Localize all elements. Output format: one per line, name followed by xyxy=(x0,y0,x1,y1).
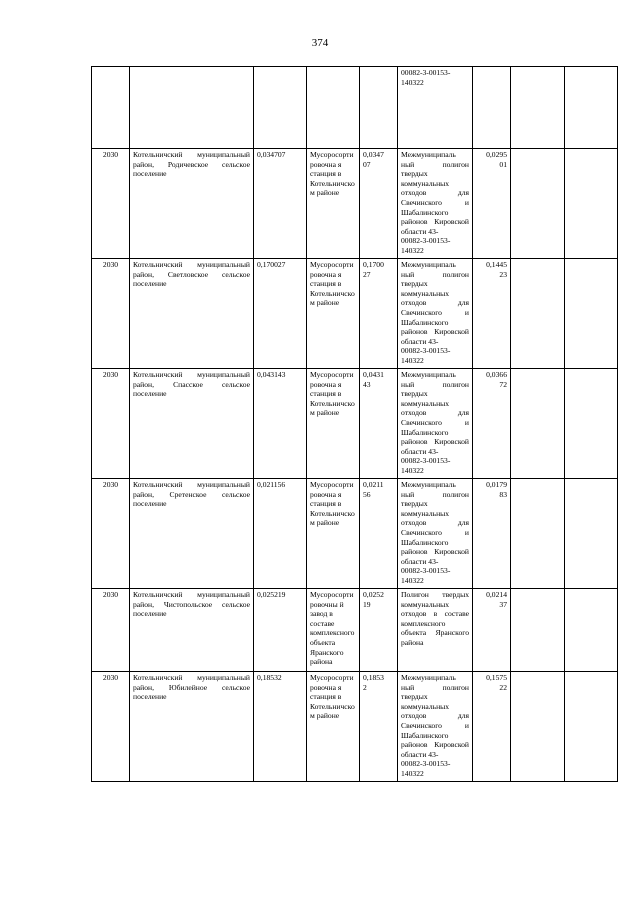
cell-settlement xyxy=(130,67,254,149)
cell-volume3: 0,0179 83 xyxy=(473,479,511,589)
cell-empty-2 xyxy=(565,479,618,589)
cell-empty-1 xyxy=(511,149,565,259)
cell-volume: 0,043143 xyxy=(254,369,307,479)
cell-volume: 0,021156 xyxy=(254,479,307,589)
cell-volume2: 0,0347 07 xyxy=(360,149,398,259)
cell-empty-2 xyxy=(565,369,618,479)
cell-facility: Мусоросортировочна я станция в Котельничском районе xyxy=(307,672,360,782)
cell-empty-1 xyxy=(511,67,565,149)
cell-empty-2 xyxy=(565,672,618,782)
cell-settlement: Котельничский муниципальный район, Спасское сельское поселение xyxy=(130,369,254,479)
cell-volume3: 0,0295 01 xyxy=(473,149,511,259)
cell-empty-2 xyxy=(565,589,618,672)
cell-destination: Межмуниципаль ный полигон твердых коммунальных отходов для Свечинского и Шабалинского районов Кировской области 43- 00082-3-00153- 140322 xyxy=(398,149,473,259)
cell-empty-2 xyxy=(565,149,618,259)
cell-volume: 0,18532 xyxy=(254,672,307,782)
cell-facility: Мусоросортировочна я станция в Котельничском районе xyxy=(307,479,360,589)
cell-volume3: 0,1575 22 xyxy=(473,672,511,782)
cell-volume3: 0,0214 37 xyxy=(473,589,511,672)
cell-settlement: Котельничский муниципальный район, Родичевское сельское поселение xyxy=(130,149,254,259)
cell-volume2: 0,0211 56 xyxy=(360,479,398,589)
cell-volume3: 0,1445 23 xyxy=(473,259,511,369)
page-number: 374 xyxy=(311,37,329,49)
cell-year: 2030 xyxy=(92,479,130,589)
cell-facility: Мусоросортировочны й завод в составе комплексного объекта Яранского района xyxy=(307,589,360,672)
cell-empty-2 xyxy=(565,259,618,369)
table-row xyxy=(92,259,618,369)
cell-year: 2030 xyxy=(92,369,130,479)
cell-empty-1 xyxy=(511,589,565,672)
cell-settlement: Котельничский муниципальный район, Чистопольское сельское поселение xyxy=(130,589,254,672)
cell-volume: 0,034707 xyxy=(254,149,307,259)
cell-destination: 00082-3-00153- 140322 xyxy=(398,67,473,149)
cell-volume2: 0,1700 27 xyxy=(360,259,398,369)
cell-settlement: Котельничский муниципальный район, Светловское сельское поселение xyxy=(130,259,254,369)
cell-volume3: 0,0366 72 xyxy=(473,369,511,479)
table-row xyxy=(92,149,618,259)
cell-volume: 0,170027 xyxy=(254,259,307,369)
table-row xyxy=(92,672,618,782)
cell-settlement: Котельничский муниципальный район, Юбилейное сельское поселение xyxy=(130,672,254,782)
cell-volume2: 0,0431 43 xyxy=(360,369,398,479)
cell-destination: Полигон твердых коммунальных отходов в составе комплексного объекта Яранского района xyxy=(398,589,473,672)
cell-volume2: 0,1853 2 xyxy=(360,672,398,782)
table-row xyxy=(92,369,618,479)
cell-year: 2030 xyxy=(92,149,130,259)
cell-destination: Межмуниципаль ный полигон твердых коммунальных отходов для Свечинского и Шабалинского районов Кировской области 43- 00082-3-00153- 140322 xyxy=(398,259,473,369)
cell-volume2: 0,0252 19 xyxy=(360,589,398,672)
cell-volume xyxy=(254,67,307,149)
cell-empty-1 xyxy=(511,259,565,369)
cell-destination: Межмуниципаль ный полигон твердых коммунальных отходов для Свечинского и Шабалинского районов Кировской области 43- 00082-3-00153- 140322 xyxy=(398,672,473,782)
cell-empty-1 xyxy=(511,479,565,589)
table-row xyxy=(92,479,618,589)
table-row-continued xyxy=(92,67,618,149)
table-row xyxy=(92,589,618,672)
cell-volume: 0,025219 xyxy=(254,589,307,672)
cell-facility: Мусоросортировочна я станция в Котельничском районе xyxy=(307,259,360,369)
cell-year: 2030 xyxy=(92,589,130,672)
cell-facility xyxy=(307,67,360,149)
cell-empty-1 xyxy=(511,672,565,782)
cell-settlement: Котельничский муниципальный район, Сретенское сельское поселение xyxy=(130,479,254,589)
cell-year: 2030 xyxy=(92,672,130,782)
cell-empty-1 xyxy=(511,369,565,479)
cell-volume3 xyxy=(473,67,511,149)
cell-facility: Мусоросортировочна я станция в Котельничском районе xyxy=(307,369,360,479)
cell-destination: Межмуниципаль ный полигон твердых коммунальных отходов для Свечинского и Шабалинского районов Кировской области 43- 00082-3-00153- 140322 xyxy=(398,369,473,479)
cell-empty-2 xyxy=(565,67,618,149)
waste-flow-table xyxy=(91,66,618,782)
cell-destination: Межмуниципаль ный полигон твердых коммунальных отходов для Свечинского и Шабалинского районов Кировской области 43- 00082-3-00153- 140322 xyxy=(398,479,473,589)
cell-volume2 xyxy=(360,67,398,149)
cell-facility: Мусоросортировочна я станция в Котельничском районе xyxy=(307,149,360,259)
cell-year xyxy=(92,67,130,149)
cell-year: 2030 xyxy=(92,259,130,369)
